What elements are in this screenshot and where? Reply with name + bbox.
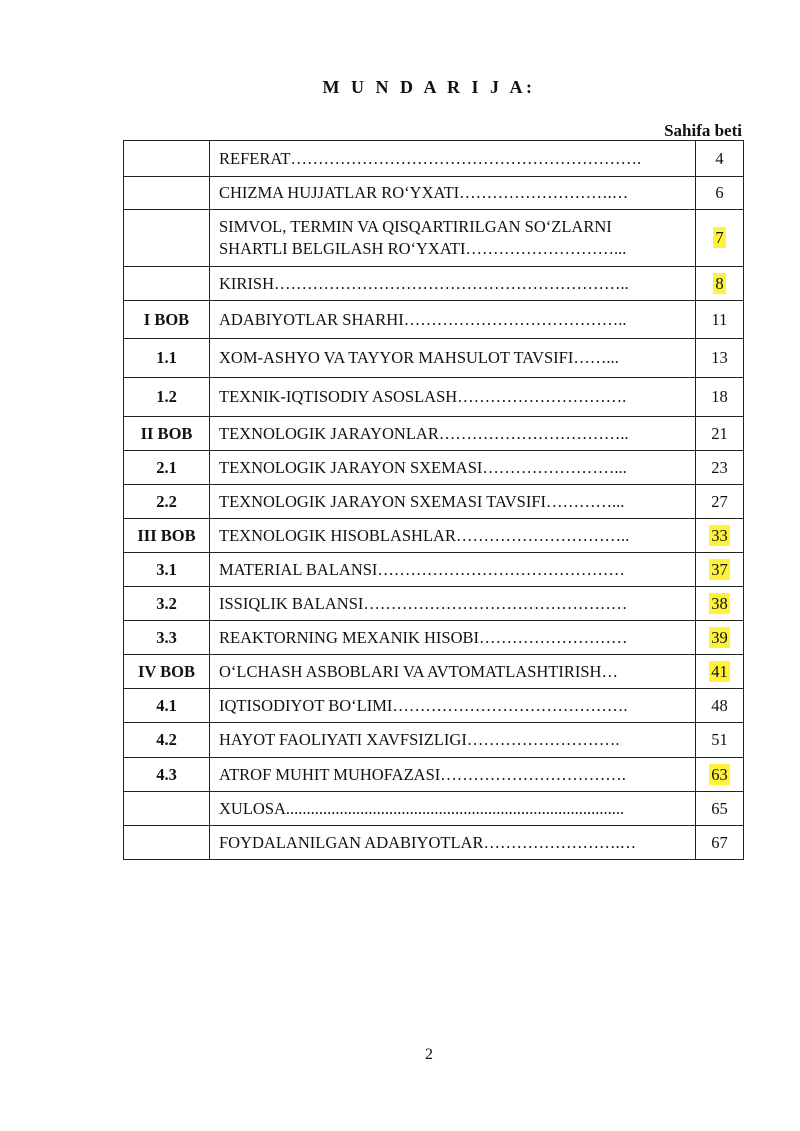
toc-entry-title <box>210 301 696 339</box>
toc-page-number-text: 65 <box>711 798 728 818</box>
toc-entry-title <box>210 451 696 485</box>
toc-entry-title <box>210 587 696 621</box>
toc-section-number <box>124 267 210 301</box>
toc-page-number-text: 4 <box>715 148 724 168</box>
toc-entry-title <box>210 485 696 519</box>
toc-entry-title <box>210 210 696 267</box>
toc-entry-title <box>210 655 696 689</box>
toc-entry-title-text: TEXNOLOGIK JARAYON SXEMASI……………………... <box>219 457 627 477</box>
toc-entry-title <box>210 141 696 177</box>
toc-entry-title <box>210 553 696 587</box>
toc-page-number <box>696 141 744 177</box>
toc-entry-title-text: ISSIQLIK BALANSI………………………………………… <box>219 593 628 613</box>
table-of-contents <box>123 140 744 860</box>
toc-page-number-text: 37 <box>711 559 728 579</box>
toc-page-number <box>696 485 744 519</box>
page-column-header: Sahifa beti <box>664 121 742 140</box>
page-number: 2 <box>425 1046 433 1063</box>
toc-entry-title <box>210 826 696 860</box>
toc-page-number <box>696 301 744 339</box>
toc-page-number <box>696 553 744 587</box>
toc-page-number <box>696 378 744 417</box>
toc-page-number <box>696 723 744 758</box>
toc-entry-title-text: ADABIYOTLAR SHARHI………………………………….. <box>219 309 627 329</box>
toc-page-number <box>696 177 744 210</box>
toc-row <box>124 792 744 826</box>
toc-entry-title-text: XULOSA.................................................................................. <box>219 798 625 818</box>
toc-page-number <box>696 451 744 485</box>
toc-page-number <box>696 758 744 792</box>
toc-row <box>124 451 744 485</box>
toc-entry-title-text: TEXNOLOGIK JARAYON SXEMASI TAVSIFI…………... <box>219 491 625 511</box>
toc-page-number-text: 23 <box>711 457 728 477</box>
toc-page-number-text: 63 <box>711 764 728 784</box>
toc-section-number: I BOB <box>124 301 210 339</box>
toc-entry-title <box>210 723 696 758</box>
toc-entry-title-text: FOYDALANILGAN ADABIYOTLAR…………………….… <box>219 832 637 852</box>
toc-row <box>124 339 744 378</box>
toc-row <box>124 758 744 792</box>
toc-page-number <box>696 655 744 689</box>
toc-row <box>124 621 744 655</box>
toc-section-number: 2.1 <box>124 451 210 485</box>
toc-page-number-text: 41 <box>711 661 728 681</box>
toc-section-number <box>124 826 210 860</box>
toc-entry-title-text: TEXNOLOGIK JARAYONLAR…………………………….. <box>219 423 629 443</box>
toc-page-number <box>696 587 744 621</box>
toc-page-number <box>696 417 744 451</box>
toc-entry-title-text: TEXNOLOGIK HISOBLASHLAR………………………….. <box>219 525 630 545</box>
toc-row <box>124 689 744 723</box>
toc-entry-title-text: MATERIAL BALANSI……………………………………… <box>219 559 625 579</box>
toc-row <box>124 141 744 177</box>
toc-page-number-text: 38 <box>711 593 728 613</box>
toc-section-number: 2.2 <box>124 485 210 519</box>
toc-section-number <box>124 177 210 210</box>
toc-row <box>124 417 744 451</box>
toc-page-number <box>696 689 744 723</box>
toc-page-number-text: 39 <box>711 627 728 647</box>
toc-page-number-text: 48 <box>711 695 728 715</box>
toc-entry-title-text: REAKTORNING MEXANIK HISOBI……………………… <box>219 627 628 647</box>
toc-page-number <box>696 519 744 553</box>
toc-page-number-text: 51 <box>711 730 728 749</box>
toc-page-number <box>696 621 744 655</box>
toc-section-number: III BOB <box>124 519 210 553</box>
toc-entry-title <box>210 339 696 378</box>
toc-entry-title-text: O‘LCHASH ASBOBLARI VA AVTOMATLASHTIRISH… <box>219 661 618 681</box>
toc-page-number-text: 13 <box>711 348 728 367</box>
toc-page-number-text: 27 <box>711 491 728 511</box>
toc-row <box>124 723 744 758</box>
toc-entry-title <box>210 417 696 451</box>
toc-page-number-text: 21 <box>711 423 728 443</box>
toc-section-number: II BOB <box>124 417 210 451</box>
toc-page-number <box>696 267 744 301</box>
toc-entry-title-text: SIMVOL, TERMIN VA QISQARTIRILGAN SO‘ZLARNI SHARTLI BELGILASH RO‘YXATI………………………... <box>219 217 627 258</box>
toc-section-number: 4.2 <box>124 723 210 758</box>
toc-row <box>124 826 744 860</box>
toc-entry-title-text: CHIZMA HUJJATLAR RO‘YXATI……………………….… <box>219 183 629 202</box>
toc-page-number-text: 11 <box>711 309 728 329</box>
toc-row <box>124 177 744 210</box>
toc-row <box>124 267 744 301</box>
toc-entry-title-text: IQTISODIYOT BO‘LIMI……………………………………. <box>219 695 628 715</box>
toc-entry-title <box>210 378 696 417</box>
toc-section-number <box>124 141 210 177</box>
toc-entry-title-text: KIRISH……………………………………………………….. <box>219 273 629 293</box>
toc-page-number-text: 33 <box>711 525 728 545</box>
toc-page-number <box>696 210 744 267</box>
toc-row <box>124 553 744 587</box>
toc-section-number <box>124 792 210 826</box>
toc-entry-title <box>210 689 696 723</box>
toc-section-number: 3.1 <box>124 553 210 587</box>
toc-entry-title <box>210 758 696 792</box>
toc-page-number <box>696 792 744 826</box>
toc-page-number <box>696 826 744 860</box>
toc-section-number: 3.3 <box>124 621 210 655</box>
toc-row <box>124 655 744 689</box>
toc-page-number-text: 67 <box>711 832 728 852</box>
toc-row <box>124 301 744 339</box>
toc-entry-title-text: XOM-ASHYO VA TAYYOR MAHSULOT TAVSIFI……... <box>219 348 619 367</box>
toc-section-number: 1.1 <box>124 339 210 378</box>
toc-row <box>124 210 744 267</box>
toc-page-number-text: 6 <box>715 183 724 202</box>
toc-section-number: 4.3 <box>124 758 210 792</box>
toc-entry-title-text: TEXNIK-IQTISODIY ASOSLASH…………………………. <box>219 387 627 406</box>
toc-entry-title <box>210 267 696 301</box>
toc-entry-title <box>210 792 696 826</box>
toc-section-number: 4.1 <box>124 689 210 723</box>
toc-entry-title-text: HAYOT FAOLIYATI XAVFSIZLIGI………………………. <box>219 730 620 749</box>
toc-entry-title-text: ATROF MUHIT MUHOFAZASI……………………………. <box>219 764 626 784</box>
toc-row <box>124 587 744 621</box>
toc-entry-title <box>210 519 696 553</box>
toc-page-number-text: 7 <box>715 228 724 247</box>
page-title: M U N D A R I J A: <box>322 77 536 97</box>
toc-page-number-text: 18 <box>711 387 728 406</box>
toc-entry-title-text: REFERAT………………………………………………………. <box>219 148 642 168</box>
toc-entry-title <box>210 621 696 655</box>
toc-row <box>124 485 744 519</box>
toc-page-number <box>696 339 744 378</box>
toc-page-number-text: 8 <box>715 273 724 293</box>
toc-row <box>124 378 744 417</box>
toc-entry-title <box>210 177 696 210</box>
toc-section-number: 1.2 <box>124 378 210 417</box>
toc-section-number: IV BOB <box>124 655 210 689</box>
toc-section-number <box>124 210 210 267</box>
toc-section-number: 3.2 <box>124 587 210 621</box>
toc-row <box>124 519 744 553</box>
